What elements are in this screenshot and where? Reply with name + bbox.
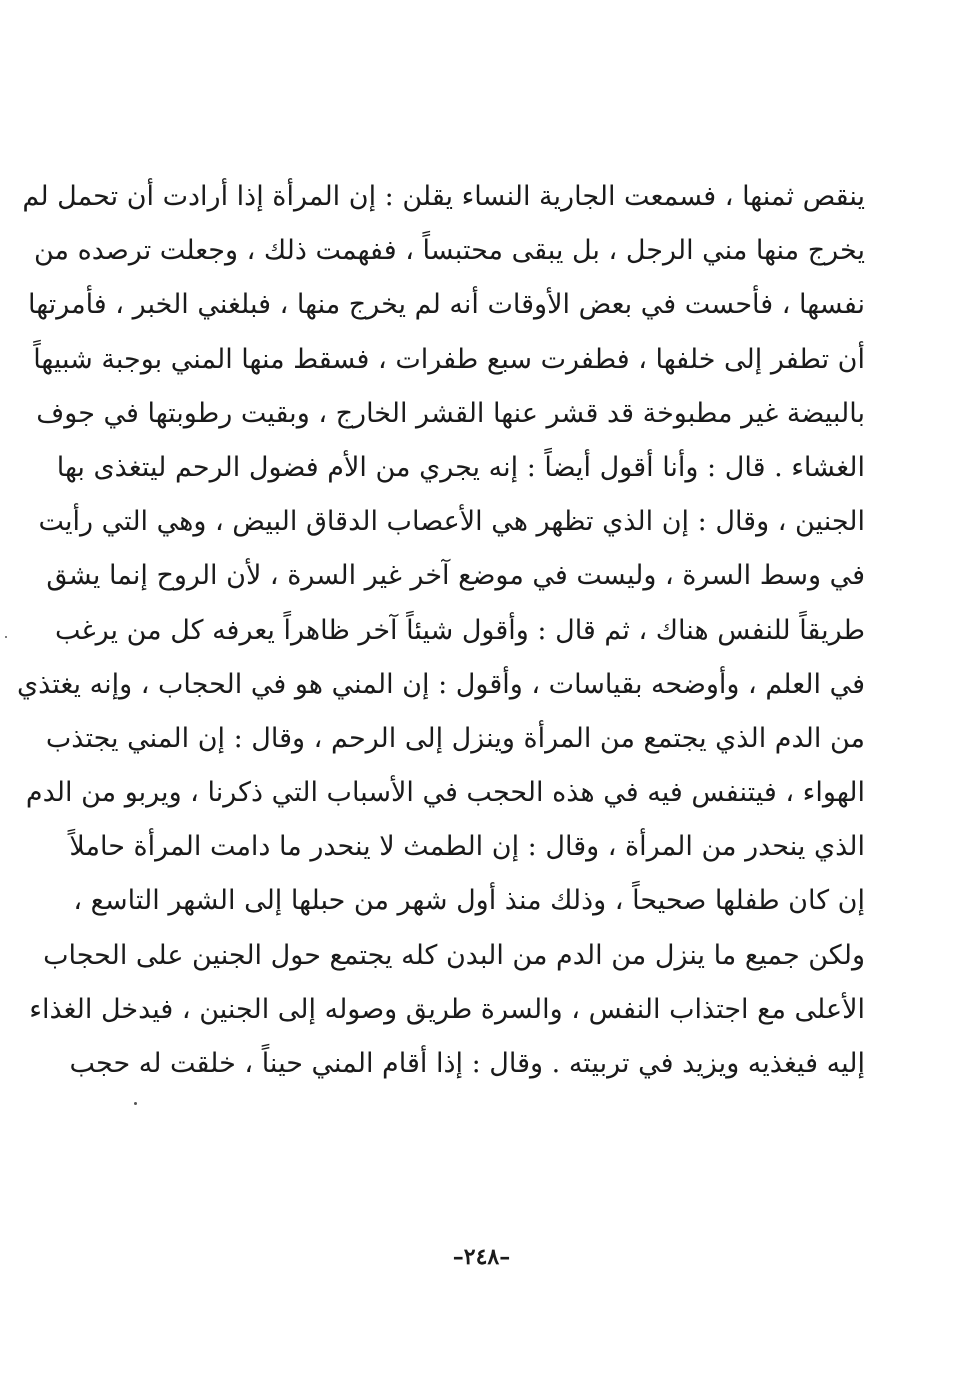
text-line: إن كان طفلها صحيحاً ، وذلك منذ أول شهر من حبلها إلى الشهر التاسع ، <box>73 885 865 917</box>
text-line: نفسها ، فأحست في بعض الأوقات أنه لم يخرج منها ، فبلغني الخبر ، فأمرتها <box>28 289 865 321</box>
text-line: في العلم ، وأوضحه بقياسات ، وأقول : إن المني هو في الحجاب ، وإنه يغتذي <box>17 668 865 700</box>
text-line: من الدم الذي يجتمع من المرأة وينزل إلى الرحم ، وقال : إن المني يجتذب <box>45 722 865 754</box>
text-line: ينقص ثمنها ، فسمعت الجارية النساء يقلن : إن المرأة إذا أرادت أن تحمل لم <box>22 181 865 212</box>
text-line: إليه فيغذيه ويزيد في تربيته . وقال : إذا أقام المني حيناً ، خلقت له حجب <box>69 1048 865 1079</box>
scan-speck <box>5 636 7 638</box>
text-line: الهواء ، فيتنفس فيه في هذه الحجب في الأسباب التي ذكرنا ، ويربو من الدم <box>25 777 865 809</box>
text-line: ولكن جميع ما ينزل من الدم من البدن كله يجتمع حول الجنين على الحجاب <box>43 939 865 971</box>
page-number: –٢٤٨– <box>452 1244 511 1270</box>
body-text <box>17 170 865 1091</box>
text-line: الأعلى مع اجتذاب النفس ، والسرة طريق وصوله إلى الجنين ، فيدخل الغذاء <box>29 993 865 1025</box>
text-line: الذي ينحدر من المرأة ، وقال : إن الطمث لا ينحدر ما دامت المرأة حاملاً <box>69 831 865 863</box>
text-line: في وسط السرة ، وليست في موضع آخر غير السرة ، لأن الروح إنما يشق <box>46 560 865 592</box>
text-line: الجنين ، وقال : إن الذي تظهر هي الأعصاب الدقاق البيض ، وهي التي رأيت <box>38 506 865 538</box>
text-line: بالبيضة غير مطبوخة قد قشر عنها القشر الخارج ، وبقيت رطوبتها في جوف <box>36 397 865 429</box>
text-line: أن تطفر إلى خلفها ، فطفرت سبع طفرات ، فسقط منها المني بوجبة شبيهاً <box>33 343 865 375</box>
scan-speck <box>134 1102 137 1105</box>
text-line: الغشاء . قال : وأنا أقول أيضاً : إنه يجري من الأم فضول الرحم ليتغذى بها <box>56 451 865 483</box>
text-line: يخرج منها مني الرجل ، بل يبقى محتبساً ، ففهمت ذلك ، وجعلت ترصده من <box>33 235 865 267</box>
text-line: طريقاً للنفس هناك ، ثم قال : وأقول شيئاً آخر ظاهراً يعرفه كل من يرغب <box>54 614 865 646</box>
